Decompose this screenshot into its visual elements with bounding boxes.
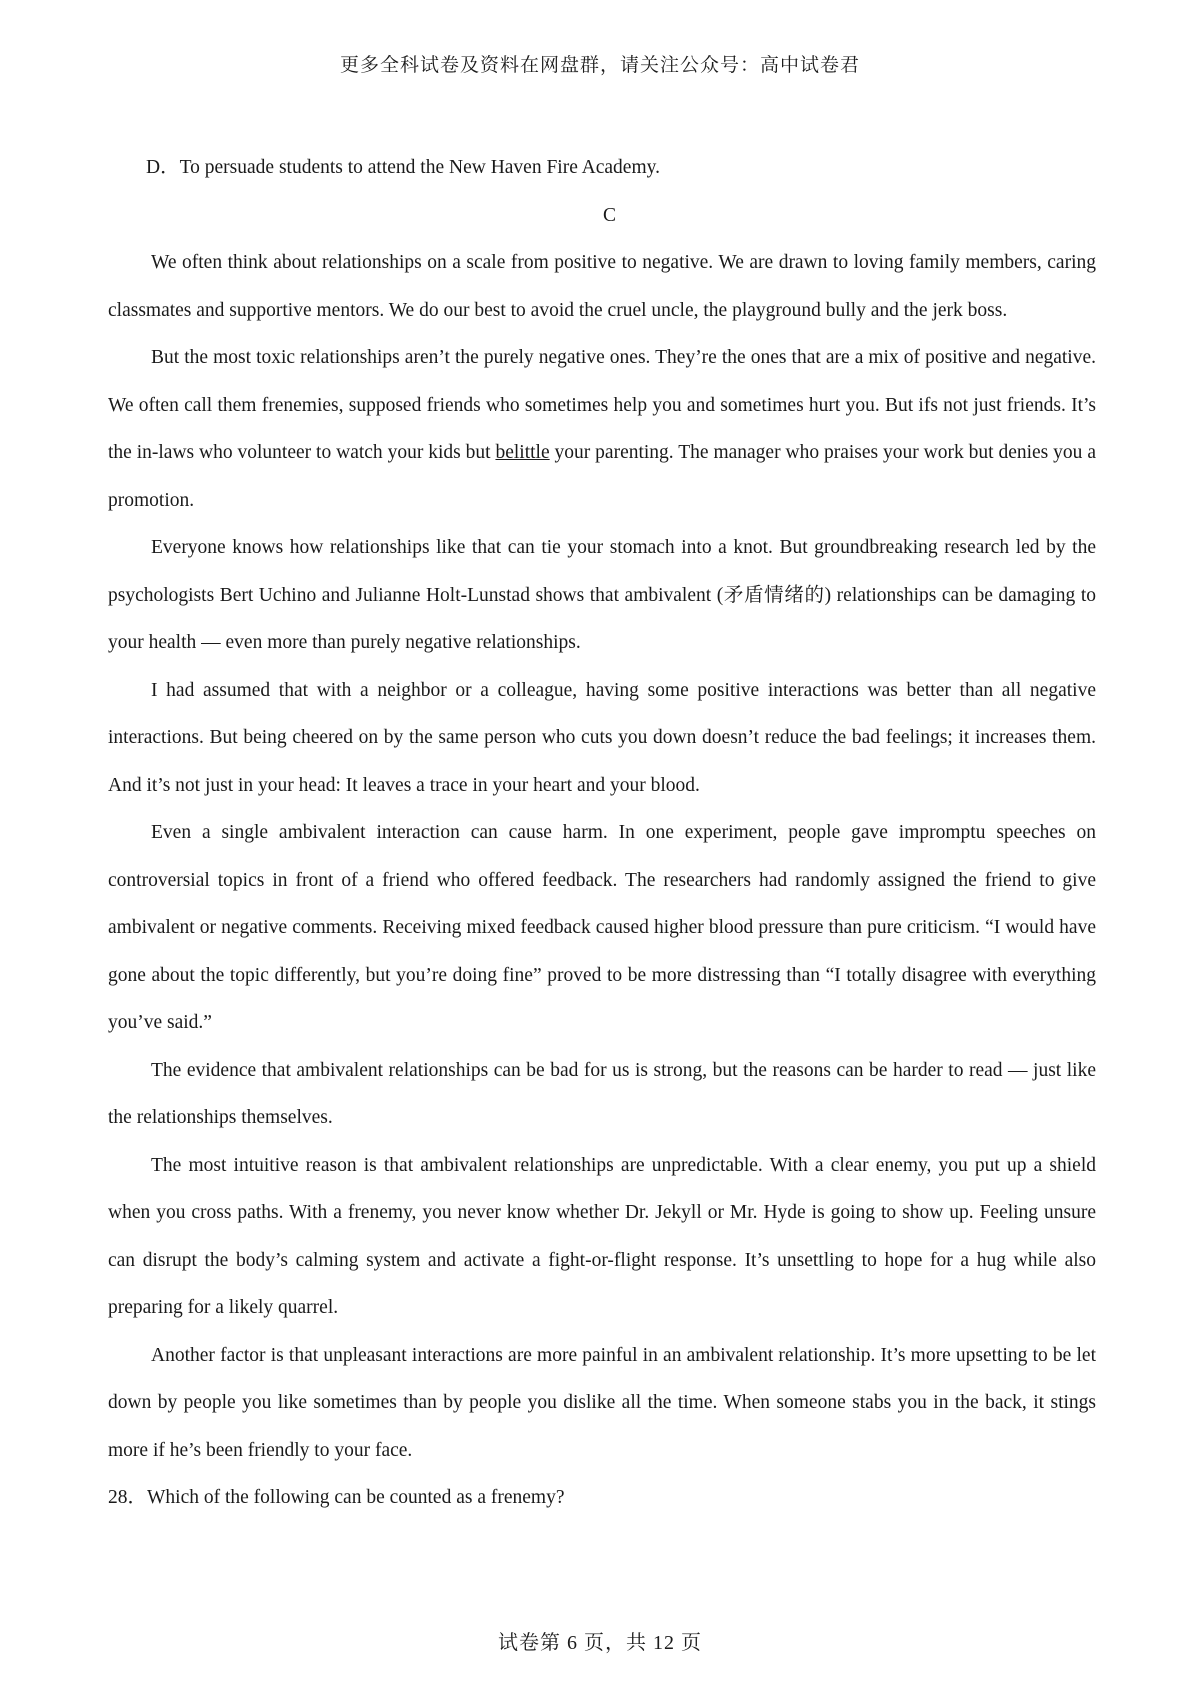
paragraph-6: The evidence that ambivalent relationships can be bad for us is strong, but the reasons can be harder to read — just like the relationships themselves. (108, 1059, 1096, 1128)
option-letter: D． (146, 157, 180, 178)
option-text: To persuade students to attend the New Haven Fire Academy. (179, 157, 660, 178)
question-28 (108, 1474, 1096, 1522)
section-label: C (602, 204, 616, 226)
paragraph-4: I had assumed that with a neighbor or a colleague, having some positive interactions was better than all negative interactions. But being cheered on by the same person who cuts you down doesn’t reduce the bad feelings; it increases them. And it’s not just in your head: It leaves a trace in your heart and your blood. (108, 679, 1096, 796)
underlined-word: belittle (495, 442, 550, 463)
paragraph-2-text-end: your parenting. The manager who praises your work but denies you a promotion. (108, 442, 1096, 511)
document-body (108, 144, 1096, 1522)
paragraph-2-text: But the most toxic relationships aren’t the purely negative ones. They’re the ones that are a mix of positive and negative. We often call them frenemies, supposed friends who sometimes help you and sometimes hurt you. But ifs not just friends. It’s the in-laws who volunteer to watch your kids but (108, 347, 1096, 463)
paragraph-8: Another factor is that unpleasant interactions are more painful in an ambivalent relationship. It’s more upsetting to be let down by people you like sometimes than by people you dislike all the time. When someone stabs you in the back, it stings more if he’s been friendly to your face. (108, 1344, 1096, 1461)
page-footer: 试卷第 6 页，共 12 页 (498, 1632, 702, 1654)
paragraph-7: The most intuitive reason is that ambivalent relationships are unpredictable. With a clear enemy, you put up a shield when you cross paths. With a frenemy, you never know whether Dr. Jekyll or Mr. Hyde is going to show up. Feeling unsure can disrupt the body’s calming system and activate a fight-or-flight response. It’s unsettling to hope for a hug while also preparing for a likely quarrel. (108, 1154, 1096, 1318)
paragraph-5: Even a single ambivalent interaction can cause harm. In one experiment, people gave impromptu speeches on controversial topics in front of a friend who offered feedback. The researchers had randomly assigned the friend to give ambivalent or negative comments. Receiving mixed feedback caused higher blood pressure than pure criticism. “I would have gone about the topic differently, but you’re doing fine” proved to be more distressing than “I totally disagree with everything you’ve said.” (108, 822, 1096, 1033)
question-number: 28． (108, 1487, 148, 1508)
page-header: 更多全科试卷及资料在网盘群，请关注公众号：高中试卷君 (339, 55, 860, 76)
paragraph-1: We often think about relationships on a scale from positive to negative. We are drawn to loving family members, caring classmates and supportive mentors. We do our best to avoid the cruel uncle, the playground bully and the jerk boss. (108, 252, 1096, 321)
option-d (108, 144, 1096, 192)
paragraph-2 (108, 334, 1096, 524)
paragraph-3: Everyone knows how relationships like that can tie your stomach into a knot. But groundbreaking research led by the psychologists Bert Uchino and Julianne Holt-Lunstad shows that ambivalent (矛盾情绪的) relationships can be damaging to your health — even more than purely negative relationships. (108, 537, 1096, 653)
question-text: Which of the following can be counted as a frenemy? (147, 1487, 565, 1508)
